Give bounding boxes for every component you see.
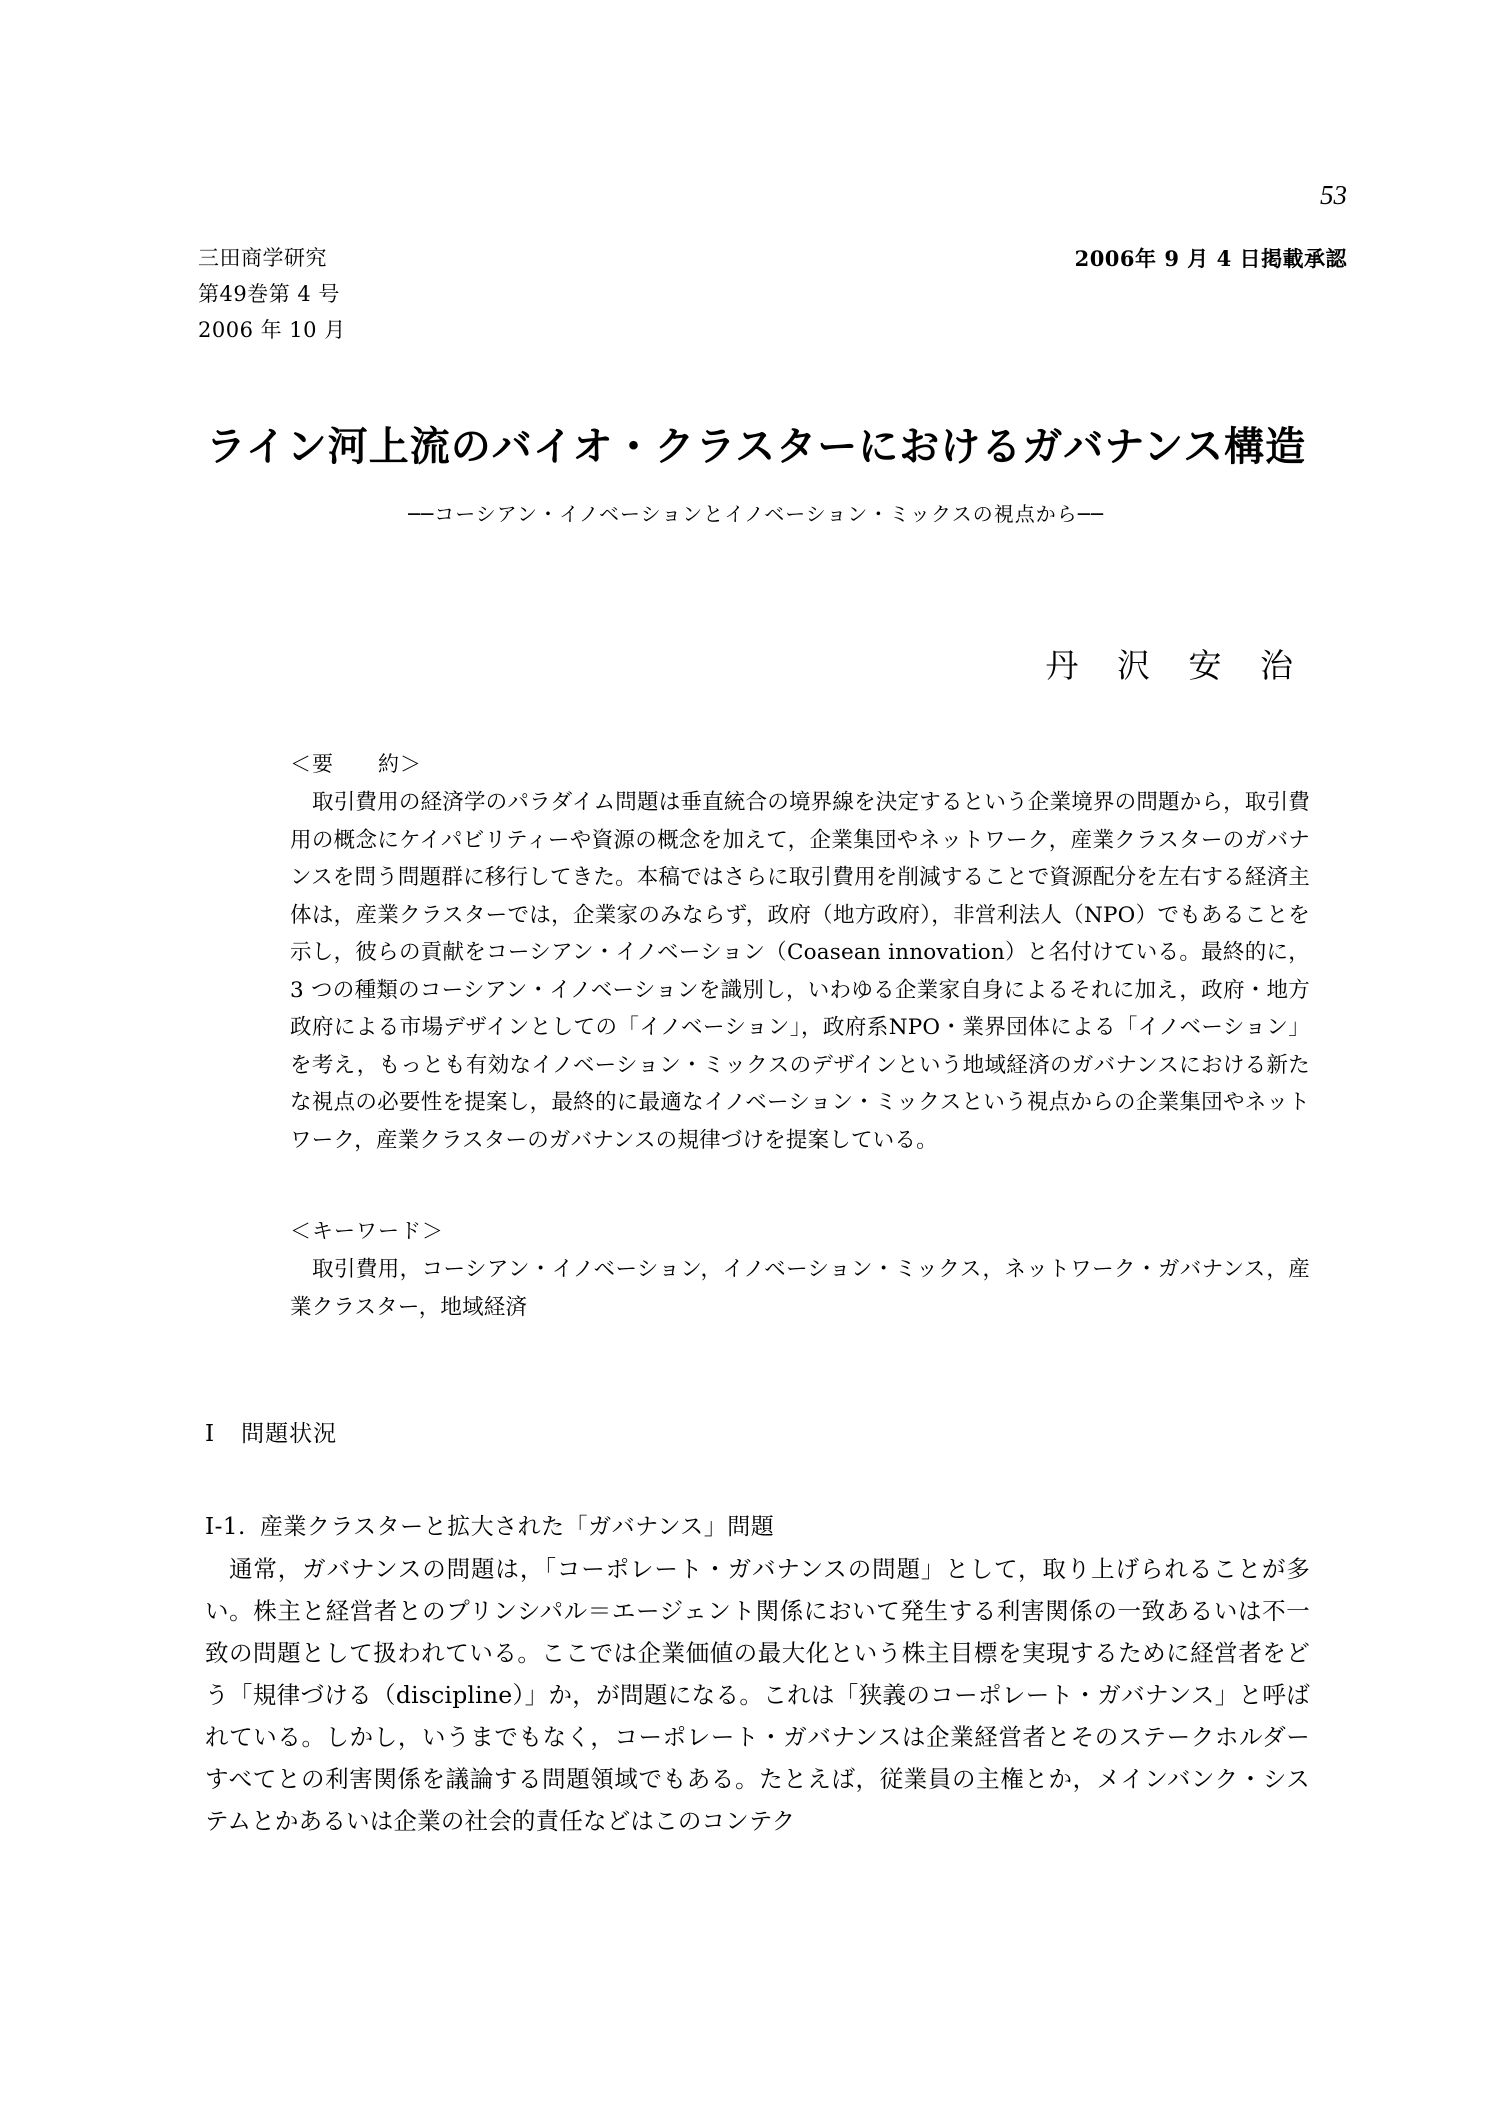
- keywords-heading: ＜キーワード＞: [290, 1219, 444, 1243]
- journal-volume: 第49巻第 4 号: [198, 282, 340, 306]
- article-title: ライン河上流のバイオ・クラスターにおけるガバナンス構造: [205, 423, 1307, 470]
- section-heading: [205, 1415, 337, 1448]
- abstract-section: [290, 748, 1310, 1159]
- article-author: 丹 沢 安 治: [1045, 646, 1307, 685]
- subsection-number: Ⅰ-1.: [205, 1514, 246, 1540]
- journal-date: 2006 年 10 月: [198, 318, 346, 342]
- journal-name: 三田商学研究: [198, 246, 327, 270]
- section-number: Ⅰ: [205, 1421, 216, 1447]
- section-title: 問題状況: [241, 1421, 338, 1447]
- journal-info: [198, 240, 346, 348]
- approval-date: 2006年 9 月 4 日掲載承認: [1074, 246, 1347, 271]
- page-number: 53: [1320, 180, 1347, 210]
- keywords-body: 取引費用，コーシアン・イノベーション，イノベーション・ミックス，ネットワーク・ガバナンス，産業クラスター，地域経済: [290, 1257, 1310, 1320]
- abstract-body: 取引費用の経済学のパラダイム問題は垂直統合の境界線を決定するという企業境界の問題から，取引費用の概念にケイパビリティーや資源の概念を加えて，企業集団やネットワーク，産業クラスターのガバナンスを問う問題群に移行してきた。本稿ではさらに取引費用を削減することで資源配分を左右する経済主体は，産業クラスターでは，企業家のみならず，政府（地方政府），非営利法人（NPO）でもあることを示し，彼らの貢献をコーシアン・イノベーション（Coasean innovation）と名付けている。最終的に，3 つの種類のコーシアン・イノベーションを識別し，いわゆる企業家自身によるそれに加え，政府・地方政府による市場デザインとしての「イノベーション」，政府系NPO・業界団体による「イノベーション」を考え，もっとも有効なイノベーション・ミックスのデザインという地域経済のガバナンスにおける新たな視点の必要性を提案し，最終的に最適なイノベーション・ミックスという視点からの企業集団やネットワーク，産業クラスターのガバナンスの規律づけを提案している。: [290, 790, 1310, 1153]
- subsection-heading: [205, 1508, 774, 1541]
- abstract-heading: ＜要 約＞: [290, 752, 422, 776]
- article-subtitle: ──コーシアン・イノベーションとイノベーション・ミックスの視点から──: [408, 502, 1104, 526]
- subsection-title: 産業クラスターと拡大された「ガバナンス」問題: [259, 1514, 775, 1540]
- subsection-body: 通常，ガバナンスの問題は，「コーポレート・ガバナンスの問題」として，取り上げられることが多い。株主と経営者とのプリンシパル＝エージェント関係において発生する利害関係の一致あるいは不一致の問題として扱われている。ここでは企業価値の最大化という株主目標を実現するために経営者をどう「規律づける（discipline）」か，が問題になる。これは「狭義のコーポレート・ガバナンス」と呼ばれている。しかし，いうまでもなく，コーポレート・ガバナンスは企業経営者とそのステークホルダーすべてとの利害関係を議論する問題領域でもある。たとえば，従業員の主権とか，メインバンク・システムとかあるいは企業の社会的責任などはこのコンテク: [205, 1555, 1310, 1835]
- keywords-section: [290, 1215, 1310, 1326]
